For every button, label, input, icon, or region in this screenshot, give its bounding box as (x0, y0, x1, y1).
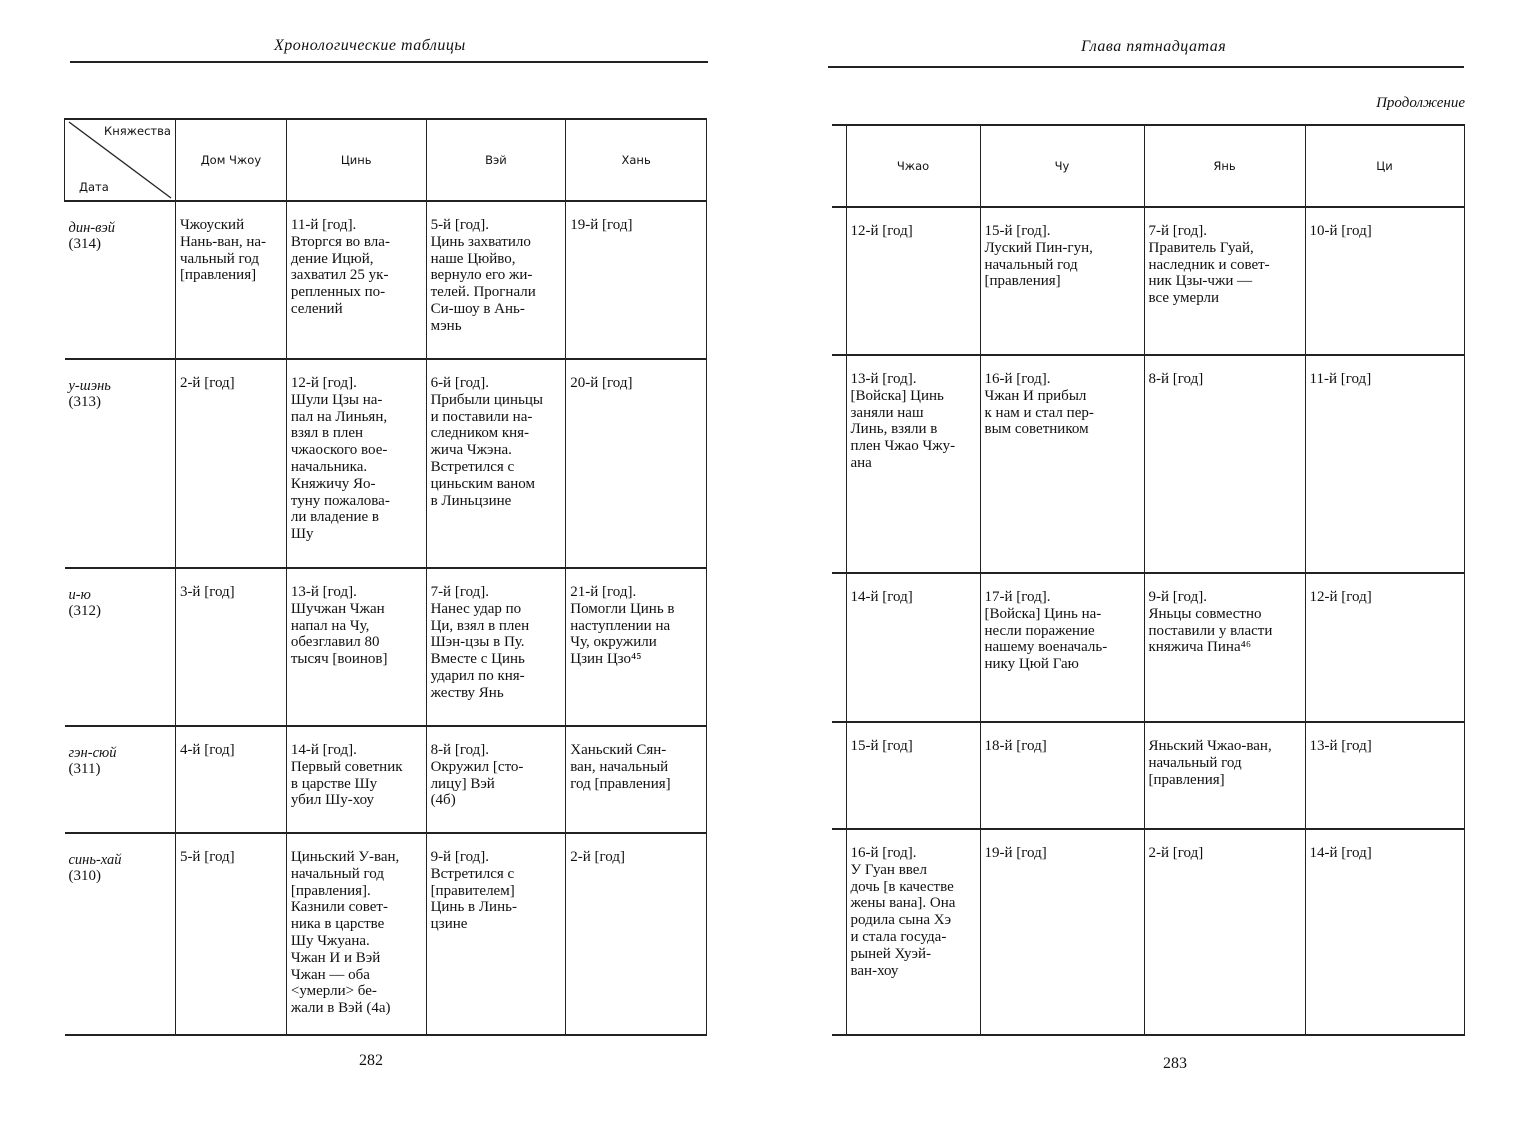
cell-text: 2-й [год] (179, 375, 235, 391)
table-cell (1144, 829, 1305, 1035)
table-row (65, 726, 707, 833)
cyclic-date: гэн-сюй (68, 745, 117, 761)
cell-text: 12-й [год] (1309, 589, 1372, 605)
cell-text: 13-й [год] (1309, 738, 1372, 754)
col-header: Янь (1144, 125, 1305, 207)
cell-text: 9-й [год]. Яньцы совместно поставили у власти княжича Пина⁴⁶ (1148, 589, 1273, 656)
cell-text: 8-й [год] (1148, 371, 1204, 387)
page-number-right: 283 (1163, 1055, 1187, 1072)
chronology-table-right (832, 124, 1465, 1036)
cyclic-date: дин-вэй (68, 220, 116, 236)
cell-text: 12-й [год]. Шули Цзы на- пал на Линьян, взял в плен чжаоского вое- начальника. Княжичу Яо- туну пожалова- ли владение в Шу (290, 375, 390, 543)
year-bc: (313) (68, 394, 101, 410)
cell-text: 9-й [год]. Встретился с [правителем] Цинь в Линь- цзине (430, 849, 517, 933)
cell-text: 15-й [год] (850, 738, 913, 754)
cell-text: 7-й [год]. Нанес удар по Ци, взял в плен Шэн-цзы в Пу. Вместе с Цинь ударил по кня- жеству Янь (430, 584, 530, 701)
date-cell (65, 726, 176, 833)
table-cell (175, 568, 286, 726)
table-cell (286, 726, 426, 833)
table-cell (1305, 573, 1464, 722)
cell-text: 2-й [год] (570, 849, 625, 865)
cell-text: 17-й [год]. [Войска] Цинь на- несли поражение нашему военачаль- нику Цюй Гаю (984, 589, 1108, 673)
corner-label-date: Дата (79, 180, 109, 194)
margin-cell (832, 829, 846, 1035)
cell-text: 14-й [год] (850, 589, 913, 605)
cell-text: Чжоуский Нань-ван, на- чальный год [правления] (179, 217, 267, 284)
table-cell (846, 829, 980, 1035)
cell-text: 18-й [год] (984, 738, 1047, 754)
table-cell (566, 359, 707, 568)
cell-text: 10-й [год] (1309, 223, 1372, 239)
table-cell (846, 722, 980, 829)
margin-cell (832, 573, 846, 722)
col-header: Цинь (286, 119, 426, 201)
table-cell (1305, 355, 1464, 573)
corner-label-principalities: Княжества (104, 124, 171, 138)
cell-text: 5-й [год] (179, 849, 235, 865)
table-cell (175, 726, 286, 833)
table-cell (846, 573, 980, 722)
cell-text: 3-й [год] (179, 584, 235, 600)
cell-text: 6-й [год]. Прибыли циньцы и поставили на- следником кня- жича Чжэна. Встретился с циньским ваном в Линьцзине (430, 375, 543, 509)
col-header: Чу (980, 125, 1144, 207)
page-number-left: 282 (359, 1052, 383, 1069)
cell-text: 13-й [год]. [Войска] Цинь заняли наш Линь, взяли в плен Чжао Чжу- ана (850, 371, 956, 471)
col-header: Чжао (846, 125, 980, 207)
running-head-left: Хронологические таблицы (274, 37, 466, 54)
table-cell (286, 201, 426, 359)
continuation-label: Продолжение (1376, 95, 1465, 111)
table-cell (980, 207, 1144, 355)
table-cell (980, 573, 1144, 722)
cell-text: 16-й [год]. У Гуан ввел дочь [в качестве жены вана]. Она родила сына Хэ и стала госуда- рыней Хуэй- ван-хоу (850, 845, 956, 979)
table-cell (426, 833, 566, 1035)
table-cell (846, 207, 980, 355)
table-row (832, 722, 1464, 829)
table-cell (846, 355, 980, 573)
table-cell (426, 201, 566, 359)
table-cell (175, 833, 286, 1035)
cell-text: 12-й [год] (850, 223, 913, 239)
table-header-row (65, 119, 707, 201)
table-row (832, 207, 1464, 355)
cell-text: 5-й [год]. Цинь захватило наше Цюйво, вернуло его жи- телей. Прогнали Си-шоу в Ань- мэнь (430, 217, 536, 334)
left-page (0, 0, 760, 1138)
table-cell (566, 833, 707, 1035)
table-row (65, 201, 707, 359)
table-cell (175, 359, 286, 568)
margin-cell (832, 125, 846, 207)
cyclic-date: синь-хай (68, 852, 122, 868)
cell-text: Яньский Чжао-ван, начальный год [правления] (1148, 738, 1272, 788)
year-bc: (311) (68, 761, 101, 777)
date-cell (65, 201, 176, 359)
chronology-table-left (64, 118, 707, 1036)
header-rule-left (70, 61, 708, 63)
cell-text: 21-й [год]. Помогли Цинь в наступлении на Чу, окружили Цзин Цзо⁴⁵ (570, 584, 675, 668)
table-row (65, 359, 707, 568)
table-cell (1144, 207, 1305, 355)
cell-text: 8-й [год]. Окружил [сто- лицу] Вэй (4б) (430, 742, 524, 809)
table-cell (1305, 829, 1464, 1035)
table-cell (286, 568, 426, 726)
date-cell (65, 833, 176, 1035)
year-bc: (314) (68, 236, 101, 252)
table-row (832, 355, 1464, 573)
table-cell (1144, 722, 1305, 829)
margin-cell (832, 722, 846, 829)
table-cell (1305, 207, 1464, 355)
table-row (832, 573, 1464, 722)
table-row (65, 833, 707, 1035)
right-page (760, 0, 1522, 1138)
cyclic-date: и-ю (68, 587, 91, 603)
table-cell (286, 359, 426, 568)
cell-text: 7-й [год]. Правитель Гуай, наследник и совет- ник Цзы-чжи — все умерли (1148, 223, 1270, 307)
table-header-row (832, 125, 1464, 207)
year-bc: (312) (68, 603, 101, 619)
table-cell (286, 833, 426, 1035)
margin-cell (832, 207, 846, 355)
cell-text: Ханьский Сян- ван, начальный год [правления] (570, 742, 671, 792)
table-cell (426, 568, 566, 726)
table-cell (1144, 355, 1305, 573)
table-cell (566, 201, 707, 359)
date-cell (65, 359, 176, 568)
cell-text: 19-й [год] (984, 845, 1047, 861)
cell-text: 19-й [год] (570, 217, 633, 233)
table-cell (980, 722, 1144, 829)
cell-text: 20-й [год] (570, 375, 633, 391)
running-head-right: Глава пятнадцатая (1081, 38, 1227, 55)
year-bc: (310) (68, 868, 101, 884)
table-row (65, 568, 707, 726)
table-cell (1305, 722, 1464, 829)
col-header: Ци (1305, 125, 1464, 207)
cell-text: Циньский У-ван, начальный год [правления]. Казнили совет- ника в царстве Шу Чжуана. Чжан И и Вэй Чжан — оба <умерли> бе- жали в Вэй (4а) (290, 849, 400, 1017)
cell-text: 2-й [год] (1148, 845, 1204, 861)
col-header: Вэй (426, 119, 566, 201)
col-header: Дом Чжоу (175, 119, 286, 201)
table-cell (980, 355, 1144, 573)
table-cell (1144, 573, 1305, 722)
table-cell (426, 359, 566, 568)
cell-text: 14-й [год] (1309, 845, 1372, 861)
cell-text: 15-й [год]. Луский Пин-гун, начальный год [правления] (984, 223, 1093, 290)
cell-text: 11-й [год]. Вторгся во вла- дение Ицюй, захватил 25 ук- репленных по- селений (290, 217, 390, 317)
table-cell (566, 568, 707, 726)
cyclic-date: у-шэнь (68, 378, 111, 394)
table-cell (426, 726, 566, 833)
cell-text: 4-й [год] (179, 742, 235, 758)
table-cell (980, 829, 1144, 1035)
cell-text: 14-й [год]. Первый советник в царстве Шу убил Шу-хоу (290, 742, 403, 809)
cell-text: 16-й [год]. Чжан И прибыл к нам и стал пер- вым советником (984, 371, 1094, 438)
cell-text: 13-й [год]. Шучжан Чжан напал на Чу, обезглавил 80 тысяч [воинов] (290, 584, 388, 668)
col-header: Хань (566, 119, 707, 201)
corner-header-cell (65, 119, 176, 201)
cell-text: 11-й [год] (1309, 371, 1372, 387)
table-cell (175, 201, 286, 359)
header-rule-right (828, 66, 1464, 68)
table-cell (566, 726, 707, 833)
date-cell (65, 568, 176, 726)
table-row (832, 829, 1464, 1035)
margin-cell (832, 355, 846, 573)
